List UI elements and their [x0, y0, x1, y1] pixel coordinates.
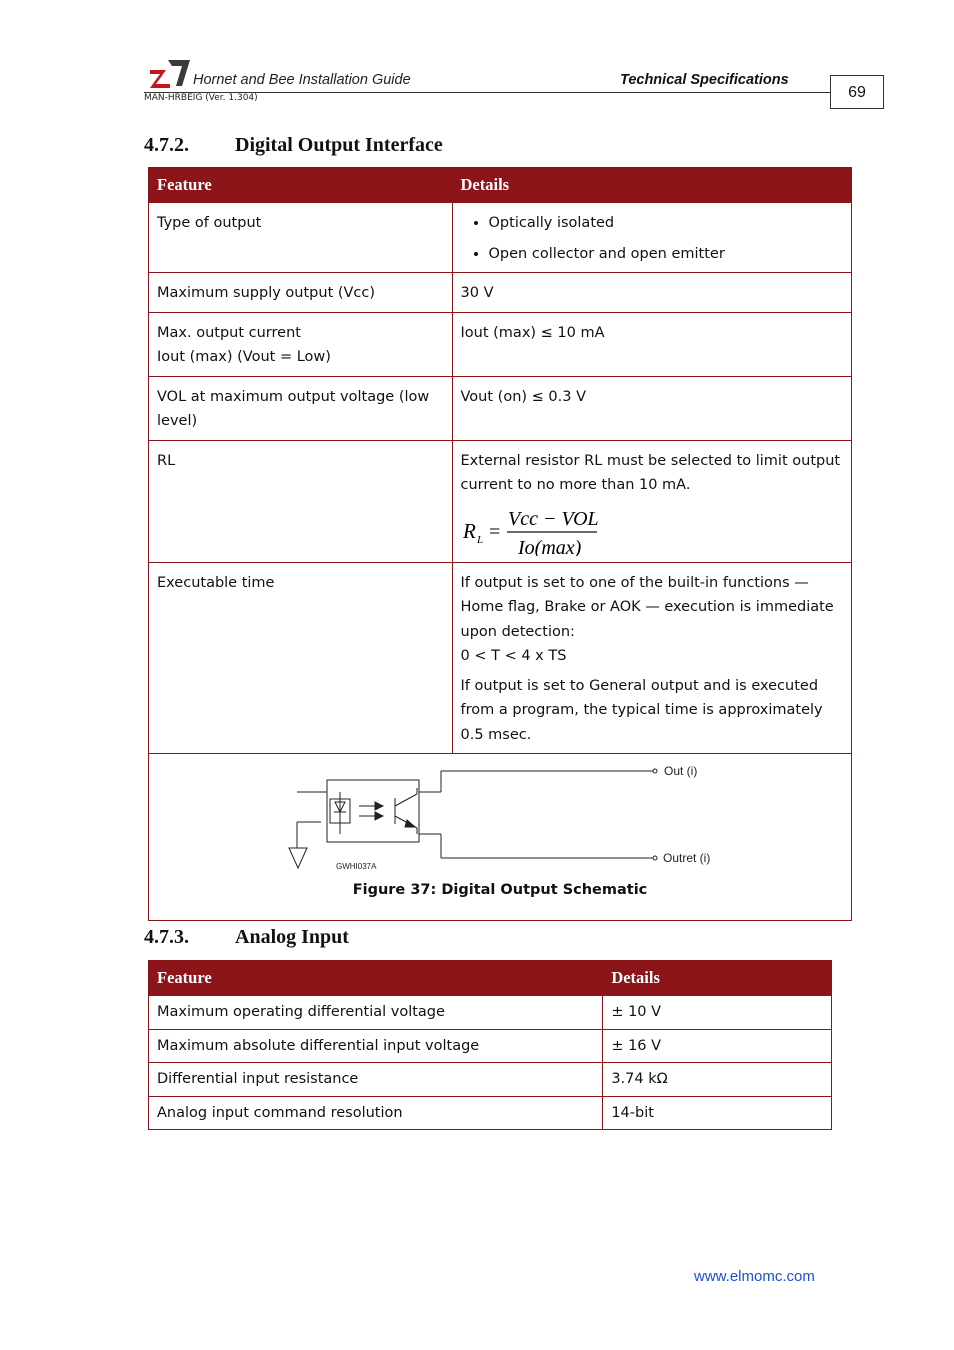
- section-title: Digital Output Interface: [235, 134, 443, 156]
- digital-output-table: [148, 167, 852, 921]
- table-header-row: [149, 961, 832, 996]
- table-row: [149, 312, 852, 376]
- feature-cell: Maximum operating differential voltage: [149, 996, 603, 1030]
- table-row: [149, 273, 852, 313]
- figure-code: GWHI037A: [336, 862, 377, 871]
- out-terminal-label: Out (i): [664, 764, 698, 778]
- details-text: External resistor RL must be selected to limit output current to no more than 10 mA.: [460, 452, 841, 493]
- digital-output-schematic: [149, 754, 851, 878]
- details-cell: Iout (max) ≤ 10 mA: [452, 312, 851, 376]
- details-paragraph: [461, 571, 843, 669]
- details-text: 0 < T < 4 x TS: [460, 648, 567, 664]
- document-version: MAN-HRBEIG (Ver. 1.304): [144, 93, 258, 103]
- details-cell: 3.74 kΩ: [603, 1063, 832, 1097]
- figure-cell: [149, 754, 852, 921]
- page-number: 69: [830, 75, 884, 109]
- feature-line: Max. output current: [157, 324, 301, 341]
- column-header-feature: Feature: [149, 961, 603, 996]
- list-item: • Open collector and open emitter: [489, 242, 843, 267]
- table-row: [149, 1029, 832, 1063]
- feature-cell: VOL at maximum output voltage (low level): [149, 376, 453, 440]
- website-link[interactable]: www.elmomc.com: [694, 1268, 815, 1285]
- table-row: [149, 376, 852, 440]
- details-cell: ± 16 V: [603, 1029, 832, 1063]
- feature-cell: Differential input resistance: [149, 1063, 603, 1097]
- details-cell: ± 10 V: [603, 996, 832, 1030]
- rl-formula: [461, 498, 843, 556]
- table-row: [149, 996, 832, 1030]
- rl-formula-graphic: [461, 498, 621, 556]
- details-cell: [452, 203, 851, 273]
- details-text: If output is set to one of the built-in functions — Home flag, Brake or AOK — execution is immediate upon detection:: [460, 574, 834, 640]
- analog-input-table: [148, 960, 832, 1130]
- feature-cell: Type of output: [149, 203, 453, 273]
- details-cell: 30 V: [452, 273, 851, 313]
- feature-cell: RL: [149, 440, 453, 562]
- table-row: [149, 203, 852, 273]
- feature-cell: Maximum supply output (Vcc): [149, 273, 453, 313]
- formula-denominator: Io(max): [517, 536, 581, 556]
- formula-numerator: Vcc − VOL: [507, 507, 599, 530]
- details-cell: 14-bit: [603, 1096, 832, 1130]
- column-header-feature: Feature: [149, 168, 453, 203]
- details-paragraph: If output is set to General output and is executed from a program, the typical time is approximately 0.5 msec.: [460, 677, 823, 743]
- formula-lhs: R: [462, 518, 476, 543]
- section-number: 4.7.3.: [144, 926, 189, 948]
- feature-cell: Analog input command resolution: [149, 1096, 603, 1130]
- details-bullet-list: [461, 211, 843, 266]
- chapter-title: Technical Specifications: [620, 72, 789, 88]
- formula-lhs-subscript: L: [476, 533, 483, 546]
- outret-terminal-label: Outret (i): [663, 851, 711, 865]
- document-title: Hornet and Bee Installation Guide: [193, 72, 411, 88]
- details-cell: Vout (on) ≤ 0.3 V: [452, 376, 851, 440]
- feature-cell: Executable time: [149, 562, 453, 754]
- elmo-logo: [148, 58, 190, 88]
- feature-line: Iout (max) (Vout = Low): [157, 349, 331, 365]
- table-row: [149, 562, 852, 754]
- details-cell: [452, 440, 851, 562]
- column-header-details: Details: [452, 168, 851, 203]
- figure-caption: Figure 37: Digital Output Schematic: [352, 882, 648, 898]
- formula-equals: =: [488, 520, 500, 543]
- column-header-details: Details: [603, 961, 832, 996]
- section-title: Analog Input: [235, 926, 349, 948]
- figure-row: [149, 754, 852, 921]
- details-cell: [452, 562, 851, 754]
- section-number: 4.7.2.: [144, 134, 189, 156]
- list-item: • Optically isolated: [489, 211, 843, 236]
- table-header-row: [149, 168, 852, 203]
- table-row: [149, 1096, 832, 1130]
- table-row: [149, 440, 852, 562]
- feature-cell: [149, 312, 453, 376]
- feature-cell: Maximum absolute differential input voltage: [149, 1029, 603, 1063]
- table-row: [149, 1063, 832, 1097]
